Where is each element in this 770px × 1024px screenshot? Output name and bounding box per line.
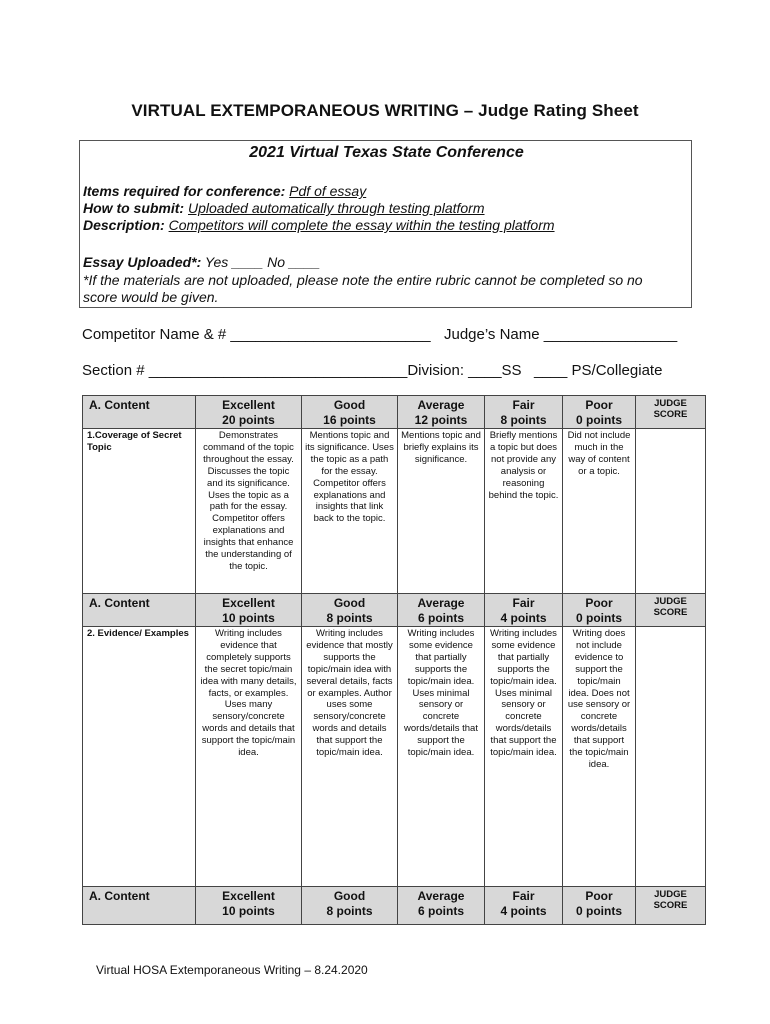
division-ps-collegiate-field[interactable]: ____ PS/Collegiate xyxy=(534,362,663,379)
level-label: Good xyxy=(333,889,366,903)
level-points: 0 points xyxy=(575,413,622,427)
rubric-criterion-row xyxy=(83,429,706,594)
criterion-cell: 1.Coverage of Secret Topic xyxy=(83,429,196,594)
conference-subtitle: 2021 Virtual Texas State Conference xyxy=(249,144,524,161)
level-label: Good xyxy=(333,596,366,610)
level-points: 4 points xyxy=(500,611,547,625)
page-title: VIRTUAL EXTEMPORANEOUS WRITING – Judge Rating Sheet xyxy=(131,101,639,120)
description-poor: Did not include much in the way of content or a topic. xyxy=(563,429,636,594)
level-label: Average xyxy=(417,596,465,610)
level-fair xyxy=(485,594,563,627)
how-to-submit-line xyxy=(83,200,485,217)
description-line xyxy=(83,217,555,234)
level-points: 8 points xyxy=(500,413,547,427)
level-good xyxy=(302,594,398,627)
description-average: Mentions topic and briefly explains its significance. xyxy=(398,429,485,594)
judge-score-header: JUDGE SCORE xyxy=(636,594,706,627)
items-required-label: Items required for conference: xyxy=(83,183,286,199)
level-label: Excellent xyxy=(222,596,275,610)
level-label: Average xyxy=(417,889,465,903)
level-points: 8 points xyxy=(326,904,373,918)
rubric-header-row xyxy=(83,594,706,627)
conference-info-box xyxy=(79,140,692,308)
level-label: Good xyxy=(333,398,366,412)
category-cell: A. Content xyxy=(83,396,196,429)
level-points: 10 points xyxy=(222,611,275,625)
level-fair xyxy=(485,887,563,925)
description-fair: Writing includes some evidence that partially supports the topic/main idea. Uses minimal sensory or concrete words/details that support the topic/main idea. xyxy=(485,627,563,887)
level-poor xyxy=(563,396,636,429)
criterion-cell: 2. Evidence/ Examples xyxy=(83,627,196,887)
rubric-header-row xyxy=(83,887,706,925)
judge-name-field[interactable]: Judge’s Name ________________ xyxy=(444,326,678,343)
rubric-table-third xyxy=(82,886,706,925)
description-average: Writing includes some evidence that partially supports the topic/main idea. Uses minimal sensory or concrete words/details that support the topic/main idea. xyxy=(398,627,485,887)
level-points: 20 points xyxy=(222,413,275,427)
level-label: Poor xyxy=(585,398,613,412)
essay-uploaded-line xyxy=(83,254,320,271)
level-good xyxy=(302,396,398,429)
level-good xyxy=(302,887,398,925)
level-points: 8 points xyxy=(326,611,373,625)
rubric-table-coverage xyxy=(82,395,706,594)
rubric-criterion-row xyxy=(83,627,706,887)
level-average xyxy=(398,594,485,627)
level-average xyxy=(398,887,485,925)
description-good: Mentions topic and its significance. Uses the topic as a path for the essay. Competitor offers explanations and insights that link back to the topic. xyxy=(302,429,398,594)
level-label: Excellent xyxy=(222,889,275,903)
level-poor xyxy=(563,887,636,925)
how-to-submit-label: How to submit: xyxy=(83,200,185,216)
level-points: 12 points xyxy=(414,413,468,427)
items-required-value: Pdf of essay xyxy=(289,183,367,199)
level-label: Poor xyxy=(585,596,613,610)
level-points: 6 points xyxy=(417,611,464,625)
essay-uploaded-label: Essay Uploaded*: xyxy=(83,254,202,270)
level-poor xyxy=(563,594,636,627)
category-cell: A. Content xyxy=(83,594,196,627)
description-good: Writing includes evidence that mostly supports the topic/main idea with several details, facts or examples. Author uses some sensory/concrete words and details that support the topic/main idea. xyxy=(302,627,398,887)
description-fair: Briefly mentions a topic but does not provide any analysis or reasoning behind the topic. xyxy=(485,429,563,594)
level-excellent xyxy=(196,594,302,627)
upload-note-line-1: *If the materials are not uploaded, please note the entire rubric cannot be completed so no xyxy=(83,272,643,288)
description-poor: Writing does not include evidence to support the topic/main idea. Does not use sensory or concrete words/details that support the topic/main idea. xyxy=(563,627,636,887)
level-points: 16 points xyxy=(323,413,376,427)
upload-note-line-2: score would be given. xyxy=(83,289,219,305)
judge-score-input[interactable] xyxy=(636,429,706,594)
level-excellent xyxy=(196,887,302,925)
rubric-header-row xyxy=(83,396,706,429)
level-average xyxy=(398,396,485,429)
level-label: Fair xyxy=(512,398,535,412)
level-label: Excellent xyxy=(222,398,275,412)
judge-score-input[interactable] xyxy=(636,627,706,887)
items-required-line xyxy=(83,183,366,200)
level-label: Poor xyxy=(585,889,613,903)
level-fair xyxy=(485,396,563,429)
judge-score-header: JUDGE SCORE xyxy=(636,396,706,429)
category-cell: A. Content xyxy=(83,887,196,925)
page-footer: Virtual HOSA Extemporaneous Writing – 8.24.2020 xyxy=(96,963,368,977)
how-to-submit-value: Uploaded automatically through testing platform xyxy=(188,200,485,216)
description-excellent: Writing includes evidence that completely supports the secret topic/main idea with many details, facts, or examples. Uses many sensory/concrete words and details that support the topic/main idea. xyxy=(196,627,302,887)
section-division-field[interactable]: Section # _______________________________Division: ____SS xyxy=(82,362,522,379)
level-points: 10 points xyxy=(222,904,275,918)
description-value: Competitors will complete the essay within the testing platform xyxy=(168,217,555,233)
essay-uploaded-options[interactable]: Yes ____ No ____ xyxy=(204,254,321,270)
level-label: Average xyxy=(417,398,465,412)
rubric-table-evidence xyxy=(82,593,706,887)
competitor-name-field[interactable]: Competitor Name & # ________________________ xyxy=(82,326,431,343)
description-label: Description: xyxy=(83,217,165,233)
level-label: Fair xyxy=(512,889,535,903)
level-points: 4 points xyxy=(500,904,547,918)
level-label: Fair xyxy=(512,596,535,610)
level-points: 6 points xyxy=(417,904,464,918)
description-excellent: Demonstrates command of the topic throughout the essay. Discusses the topic and its significance. Uses the topic as a path for the essay. Competitor offers explanations and insights that enhance the understanding of the topic. xyxy=(196,429,302,594)
level-points: 0 points xyxy=(575,611,622,625)
level-points: 0 points xyxy=(575,904,622,918)
level-excellent xyxy=(196,396,302,429)
judge-score-header: JUDGE SCORE xyxy=(636,887,706,925)
